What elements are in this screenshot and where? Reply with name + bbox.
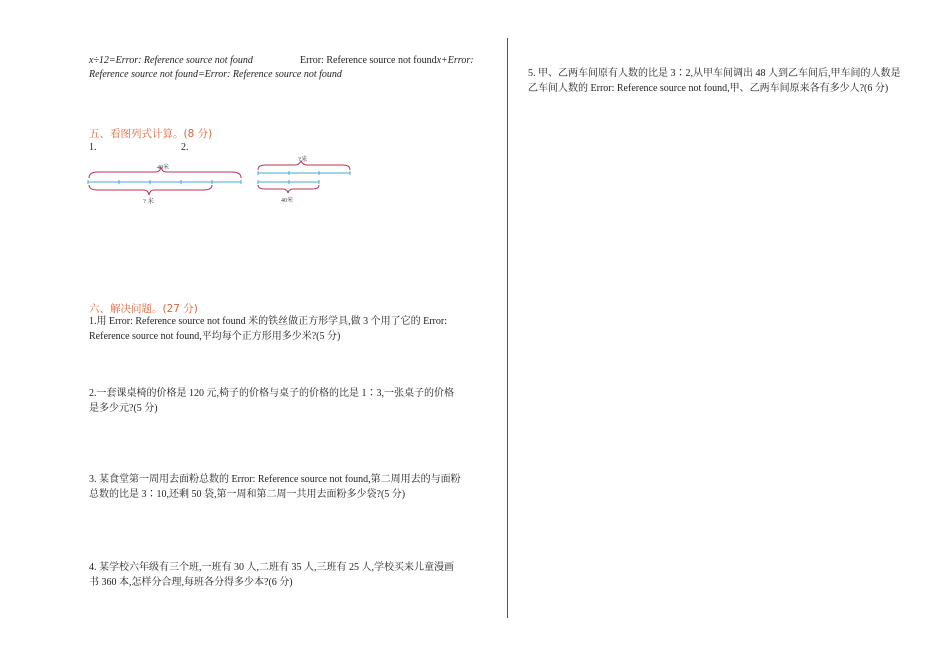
section-6-title: 六、解决问题。 xyxy=(89,303,163,315)
diagram-2-top-label: ?米 xyxy=(298,156,308,163)
section-5-item-1: 1. xyxy=(89,142,97,153)
diagram-1-bottom-brace xyxy=(89,185,212,195)
line-diagram-2 xyxy=(255,152,355,206)
section-5-score: (8 分) xyxy=(183,128,213,140)
question-5-line-2: 乙车间人数的 Error: Reference source not found,甲、乙两车间原来各有多少人?(6 分) xyxy=(528,83,889,94)
question-4 xyxy=(89,560,454,590)
formula-line-2: Reference source not found=Error: Reference source not found xyxy=(89,69,342,80)
question-4-line-2: 书 360 本,怎样分合理,每班各分得多少本?(6 分) xyxy=(89,577,293,588)
question-5-line-1: 5. 甲、乙两车间原有人数的比是 3∶2,从甲车间调出 48 人到乙车间后,甲车间的人数是 xyxy=(528,68,901,79)
section-6-score: (27 分) xyxy=(162,303,198,315)
question-3-line-1: 3. 某食堂第一周用去面粉总数的 Error: Reference source not found,第二周用去的与面粉 xyxy=(89,474,461,485)
section-5-title: 五、看图列式计算。 xyxy=(89,128,184,140)
question-5 xyxy=(528,66,901,96)
question-3 xyxy=(89,472,461,502)
formula-line-1b-ital: x+Error: xyxy=(436,55,474,66)
diagram-1-top-label: 40米 xyxy=(157,165,170,171)
column-divider xyxy=(507,38,508,618)
line-diagram-1 xyxy=(86,160,246,206)
question-2 xyxy=(89,386,454,416)
section-5-item-2: 2. xyxy=(181,142,189,153)
diagram-1-bottom-label: ? 米 xyxy=(143,198,155,205)
question-2-line-1: 2.一套课桌椅的价格是 120 元,椅子的价格与桌子的价格的比是 1∶3,一张桌子的价格 xyxy=(89,388,454,399)
formula-line-1b-plain: Error: Reference source not found xyxy=(300,55,437,66)
question-4-line-1: 4. 某学校六年级有三个班,一班有 30 人,二班有 35 人,三班有 25 人,学校买来儿童漫画 xyxy=(89,562,454,573)
question-3-line-2: 总数的比是 3∶10,还剩 50 袋,第一周和第二周一共用去面粉多少袋?(5 分) xyxy=(89,489,406,500)
formula-line-1a: x÷12=Error: Reference source not found xyxy=(89,55,253,66)
question-2-line-2: 是多少元?(5 分) xyxy=(89,403,158,414)
formula-line-1b xyxy=(300,54,474,67)
diagram-2-bottom-brace xyxy=(258,185,319,193)
question-1-line-1: 1.用 Error: Reference source not found 米的铁丝做正方形学具,做 3 个用了它的 Error: xyxy=(89,316,447,327)
question-1-line-2: Reference source not found,平均每个正方形用多少米?(5 分) xyxy=(89,331,341,342)
diagram-2-bottom-label: 40米 xyxy=(281,198,294,204)
question-1 xyxy=(89,314,447,344)
section-5-heading xyxy=(89,126,212,141)
